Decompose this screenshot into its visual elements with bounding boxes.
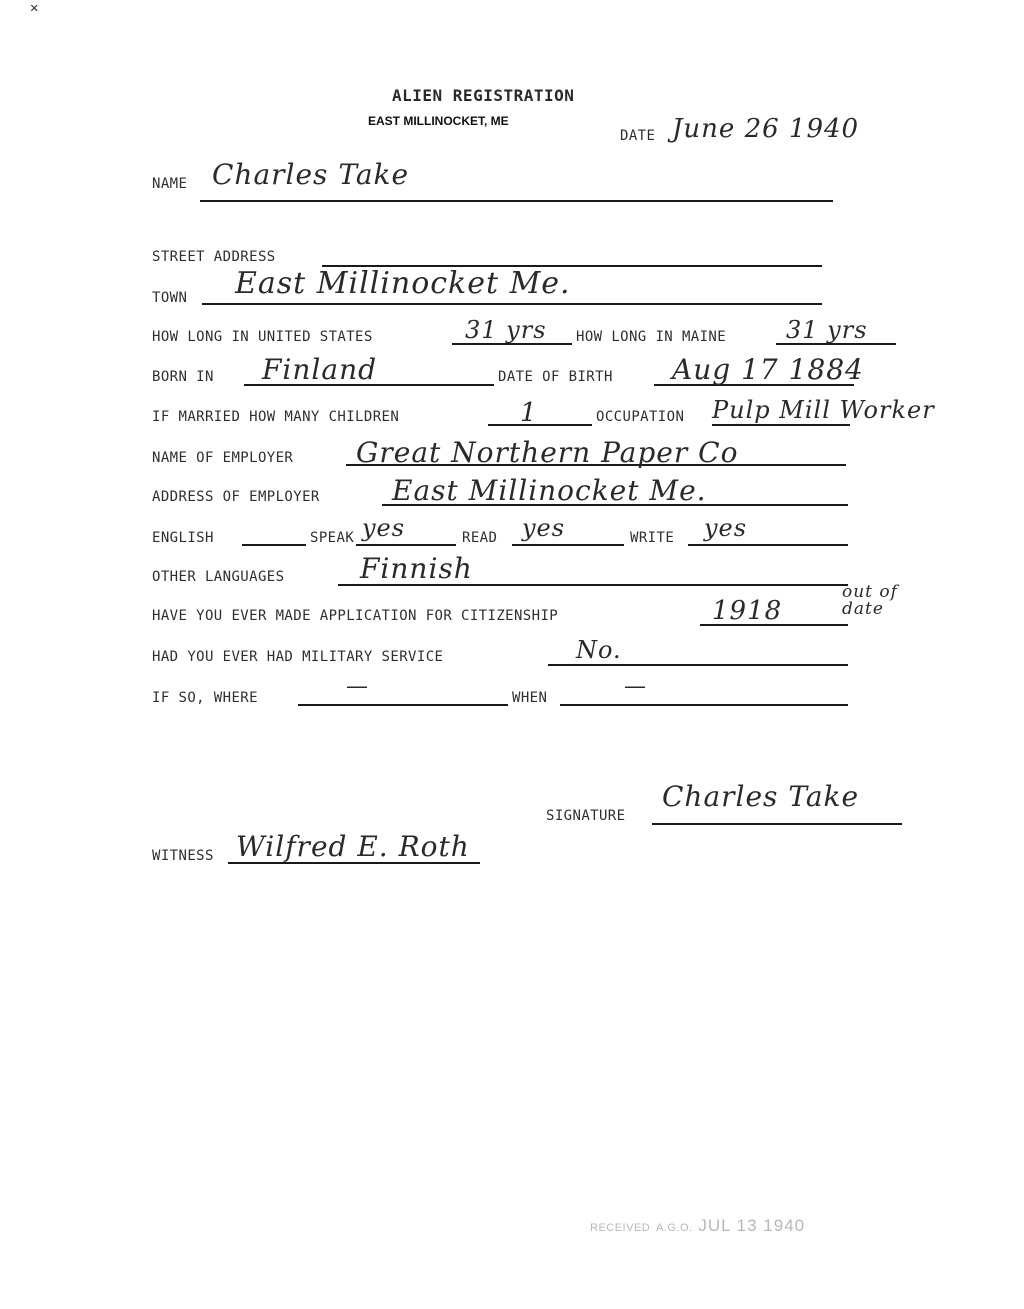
employer-name-value: Great Northern Paper Co: [356, 436, 739, 469]
employer-name-label: NAME OF EMPLOYER: [152, 450, 294, 466]
employer-address-label: ADDRESS OF EMPLOYER: [152, 489, 320, 505]
date-value: June 26 1940: [672, 114, 860, 144]
military-line: [548, 664, 848, 666]
read-line: [512, 544, 624, 546]
write-line: [688, 544, 848, 546]
name-label: NAME: [152, 176, 188, 192]
town-value: East Millinocket Me.: [235, 266, 571, 301]
where-value: —: [346, 674, 369, 699]
employer-address-value: East Millinocket Me.: [392, 474, 707, 507]
town-line: [202, 303, 822, 305]
date-label: DATE: [620, 128, 656, 144]
how-long-us-value: 31 yrs: [465, 316, 547, 344]
speak-value: yes: [362, 514, 406, 542]
where-line: [298, 704, 508, 706]
signature-line: [652, 823, 902, 825]
when-value: —: [624, 674, 647, 699]
witness-label: WITNESS: [152, 848, 214, 864]
name-line: [200, 200, 833, 202]
when-label: WHEN: [512, 690, 548, 706]
how-long-maine-label: HOW LONG IN MAINE: [576, 329, 727, 345]
write-value: yes: [704, 514, 748, 542]
corner-mark: ✕: [30, 0, 39, 16]
date-of-birth-label: DATE OF BIRTH: [498, 369, 613, 385]
date-of-birth-value: Aug 17 1884: [672, 353, 864, 386]
form-title: ALIEN REGISTRATION: [392, 86, 575, 105]
office-stamp: EAST MILLINOCKET, ME: [368, 114, 509, 128]
speak-line: [356, 544, 456, 546]
received-stamp-date: JUL 13 1940: [698, 1216, 806, 1235]
received-stamp: [590, 1216, 805, 1236]
signature-label: SIGNATURE: [546, 808, 626, 824]
received-stamp-label: RECEIVED: [590, 1222, 651, 1234]
write-label: WRITE: [630, 530, 675, 546]
children-line: [488, 424, 592, 426]
english-label: ENGLISH: [152, 530, 214, 546]
occupation-line: [712, 424, 850, 426]
children-value: 1: [520, 398, 538, 428]
occupation-value: Pulp Mill Worker: [712, 396, 935, 424]
other-languages-label: OTHER LANGUAGES: [152, 569, 285, 585]
when-line: [560, 704, 848, 706]
witness-value: Wilfred E. Roth: [236, 830, 470, 863]
read-value: yes: [522, 514, 566, 542]
military-value: No.: [576, 636, 622, 664]
how-long-maine-value: 31 yrs: [786, 316, 868, 344]
citizenship-note: out of date: [842, 582, 898, 619]
citizenship-value: 1918: [712, 596, 783, 626]
military-label: HAD YOU EVER HAD MILITARY SERVICE: [152, 649, 444, 665]
english-line: [242, 544, 306, 546]
born-in-label: BORN IN: [152, 369, 214, 385]
name-value: Charles Take: [212, 158, 410, 191]
read-label: READ: [462, 530, 498, 546]
received-stamp-agency: A.G.O.: [655, 1222, 693, 1234]
children-label: IF MARRIED HOW MANY CHILDREN: [152, 409, 400, 425]
occupation-label: OCCUPATION: [596, 409, 685, 425]
citizenship-label: HAVE YOU EVER MADE APPLICATION FOR CITIZENSHIP: [152, 608, 559, 624]
where-label: IF SO, WHERE: [152, 690, 258, 706]
signature-value: Charles Take: [662, 780, 860, 813]
town-label: TOWN: [152, 290, 188, 306]
other-languages-value: Finnish: [360, 552, 473, 585]
born-in-value: Finland: [262, 353, 378, 386]
speak-label: SPEAK: [310, 530, 355, 546]
street-address-label: STREET ADDRESS: [152, 249, 276, 265]
how-long-us-label: HOW LONG IN UNITED STATES: [152, 329, 373, 345]
